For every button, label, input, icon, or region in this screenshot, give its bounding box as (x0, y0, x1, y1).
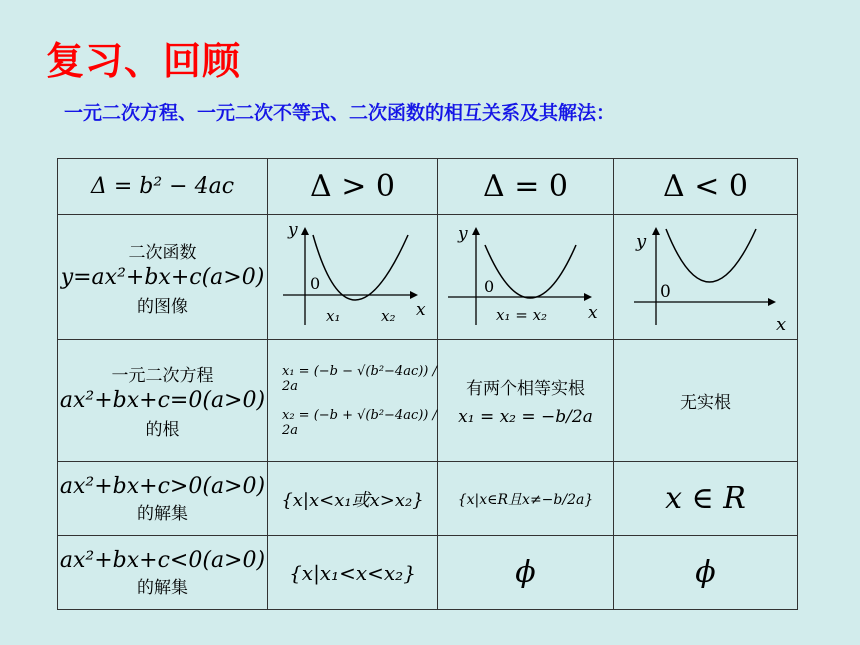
eqn-label-top: 一元二次方程 (111, 366, 214, 386)
x-axis-label: x (776, 314, 787, 335)
parabola-double-root (438, 215, 614, 335)
origin-label: 0 (310, 274, 321, 293)
double-root-label: x₁ = x₂ (496, 306, 548, 324)
ineq-gt-sol-eq (438, 462, 614, 536)
eqn-formula: ax²+bx+c=0(a>0) (59, 388, 266, 413)
ineq-lt-label: 的解集 (137, 577, 188, 598)
func-formula: y=ax²+bx+c(a>0) (60, 264, 265, 290)
ineq-lt-row (58, 536, 798, 610)
x-axis-label: x (588, 303, 598, 323)
ineq-gt-sol-gt (268, 462, 438, 536)
roots-row (58, 340, 798, 462)
empty-set-lt: ϕ (695, 555, 716, 590)
eqn-label-cell (58, 340, 268, 462)
ineq-lt-sol-lt (614, 536, 798, 610)
equal-roots-text: 有两个相等实根 (466, 379, 585, 399)
eqn-label-bottom: 的根 (145, 420, 180, 440)
func-label-top: 二次函数 (128, 242, 197, 263)
ineq-gt-label: 的解集 (137, 503, 188, 524)
root-x1-formula: x₁ = (−b − √(b²−4ac)) / 2a (282, 363, 437, 394)
parabola-no-root (614, 215, 798, 335)
graph-gt-cell (268, 215, 438, 340)
header-lt (614, 159, 798, 215)
root-x2-label: x₂ (381, 307, 396, 325)
empty-set-eq: ϕ (515, 555, 536, 590)
roots-eq-cell (438, 340, 614, 462)
solution-outside-roots: {x|x<x₁或x>x₂} (281, 489, 424, 511)
header-eq (438, 159, 614, 215)
parabola-two-roots (268, 215, 438, 335)
header-gt (268, 159, 438, 215)
solution-between-roots: {x|x₁<x<x₂} (289, 560, 416, 585)
discriminant-formula: Δ = b² − 4ac (90, 174, 235, 199)
delta-gt-zero: Δ > 0 (310, 169, 395, 204)
origin-label: 0 (484, 277, 495, 296)
root-x1-label: x₁ (326, 307, 341, 325)
delta-lt-zero: Δ < 0 (663, 169, 748, 204)
y-axis-label: y (288, 220, 298, 240)
solution-all-reals: x ∈ R (665, 481, 746, 516)
ineq-gt-label-cell (58, 462, 268, 536)
disc-cell (58, 159, 268, 215)
origin-label: 0 (660, 282, 671, 302)
ineq-lt-label-cell (58, 536, 268, 610)
ineq-lt-sol-eq (438, 536, 614, 610)
header-row (58, 159, 798, 215)
ineq-lt-sol-gt (268, 536, 438, 610)
ineq-gt-formula: ax²+bx+c>0(a>0) (59, 473, 266, 499)
graph-row (58, 215, 798, 340)
delta-eq-zero: Δ = 0 (483, 169, 568, 204)
ineq-lt-formula: ax²+bx+c<0(a>0) (59, 547, 266, 573)
func-label-bottom: 的图像 (137, 296, 188, 317)
equal-root-formula: x₁ = x₂ = −b/2a (458, 407, 593, 427)
no-root-text: 无实根 (680, 393, 731, 413)
roots-lt-cell (614, 340, 798, 462)
y-axis-label: y (458, 224, 468, 244)
solution-except-vertex: {x|x∈R且x≠−b/2a} (457, 491, 594, 508)
func-label-cell (58, 215, 268, 340)
roots-gt-cell (268, 340, 438, 462)
graph-eq-cell (438, 215, 614, 340)
summary-table (57, 158, 798, 610)
ineq-gt-row (58, 462, 798, 536)
graph-lt-cell (614, 215, 798, 340)
page-subtitle: 一元二次方程、一元二次不等式、二次函数的相互关系及其解法： (64, 102, 616, 124)
page-title: 复习、回顾 (46, 39, 242, 83)
x-axis-label: x (416, 300, 426, 320)
y-axis-label: y (636, 231, 647, 252)
ineq-gt-sol-lt (614, 462, 798, 536)
root-x2-formula: x₂ = (−b + √(b²−4ac)) / 2a (282, 407, 437, 438)
